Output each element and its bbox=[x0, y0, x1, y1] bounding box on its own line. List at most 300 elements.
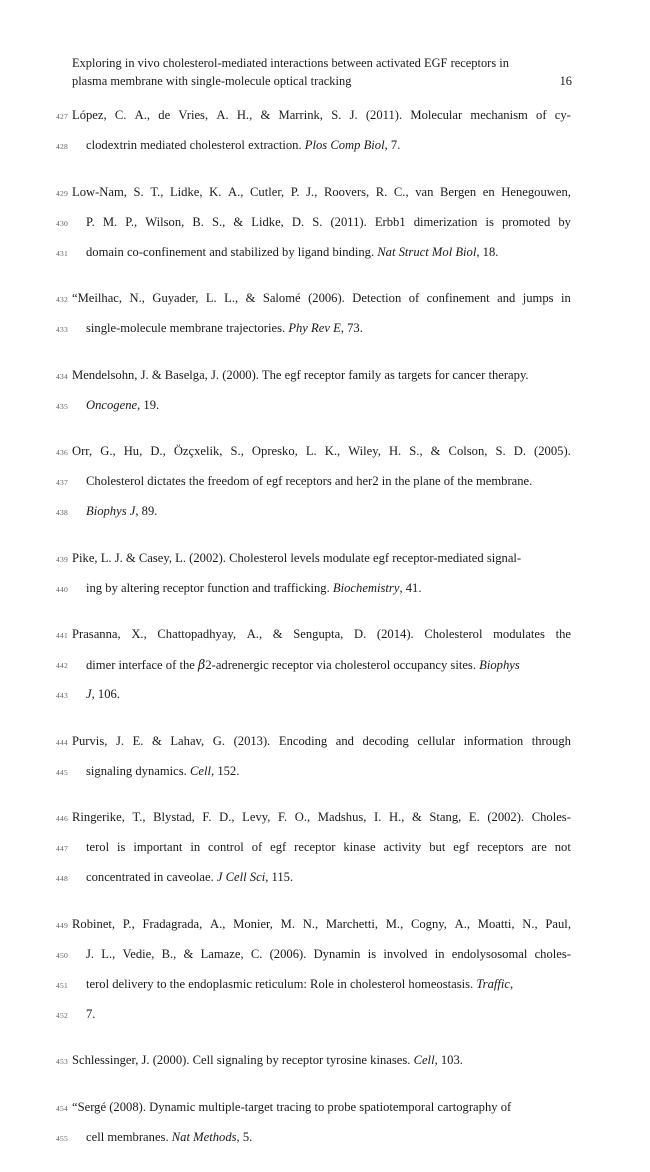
word: J. bbox=[115, 733, 124, 748]
word: A., bbox=[228, 184, 244, 199]
text-run: ing by altering receptor function and trafficking. bbox=[86, 580, 333, 595]
word: activity bbox=[383, 840, 422, 854]
word: G., bbox=[100, 444, 116, 458]
word: Wilson, bbox=[145, 214, 185, 229]
word: S., bbox=[409, 444, 423, 458]
word: E. bbox=[132, 733, 144, 748]
word: Blystad, bbox=[153, 810, 195, 824]
word: Detection bbox=[352, 291, 402, 305]
running-head-line-2: plasma membrane with single-molecule optical tracking bbox=[72, 74, 352, 88]
reference-line bbox=[0, 683, 650, 713]
word: jumps bbox=[522, 291, 554, 305]
reference-line bbox=[0, 730, 650, 760]
justified-line bbox=[86, 945, 571, 964]
word: Paul, bbox=[545, 916, 571, 931]
text-run: Biophys J bbox=[86, 504, 136, 518]
reference-line bbox=[0, 577, 650, 607]
word: P., bbox=[122, 916, 135, 931]
text-run: Mendelsohn, J. & Baselga, J. (2000). The egf receptor family as targets for cancer therapy. bbox=[72, 367, 529, 382]
word: A., bbox=[210, 916, 226, 931]
word: terol bbox=[86, 840, 110, 854]
word: Fradagrada, bbox=[142, 916, 203, 931]
reference-line-text bbox=[86, 836, 571, 857]
text-run: Nat Methods bbox=[171, 1129, 237, 1144]
text-run: , 106. bbox=[91, 687, 120, 701]
word: C. bbox=[250, 946, 263, 961]
line-number: 442 bbox=[56, 661, 68, 670]
reference-line-text bbox=[86, 577, 571, 598]
reference-entry bbox=[0, 806, 650, 896]
line-number: 436 bbox=[56, 448, 68, 457]
word: receptor bbox=[294, 840, 336, 854]
reference-line bbox=[0, 241, 650, 271]
word: “Meilhac, bbox=[72, 291, 123, 305]
word: N., bbox=[522, 916, 538, 931]
reference-line bbox=[0, 134, 650, 164]
reference-line-text bbox=[72, 547, 571, 568]
reference-line-text bbox=[72, 364, 571, 385]
word: A., bbox=[134, 108, 151, 122]
word: Erbb1 bbox=[374, 214, 406, 229]
text-run: Phy Rev E bbox=[288, 321, 341, 335]
justified-line bbox=[72, 442, 571, 461]
word: O., bbox=[294, 810, 311, 824]
text-run: concentrated in caveolae. bbox=[86, 870, 217, 884]
word: cy- bbox=[554, 108, 571, 122]
text-run: , 5. bbox=[236, 1129, 253, 1144]
text-run: , 19. bbox=[137, 397, 160, 412]
text-run: Cell bbox=[190, 763, 212, 778]
word: C. bbox=[114, 108, 127, 122]
word: choles- bbox=[534, 946, 571, 961]
word: de bbox=[158, 108, 171, 122]
word: egf bbox=[270, 840, 287, 854]
reference-entry bbox=[0, 1096, 650, 1156]
word: (2014). bbox=[376, 627, 414, 641]
word: of bbox=[251, 840, 263, 854]
word: P. bbox=[290, 184, 300, 199]
reference-line bbox=[0, 364, 650, 394]
word: mechanism bbox=[470, 108, 528, 122]
running-head-line-1: Exploring in vivo cholesterol-mediated interactions between activated EGF receptors in bbox=[72, 56, 509, 70]
word: L., bbox=[101, 946, 116, 961]
text-run: , 73. bbox=[340, 321, 363, 335]
word: is bbox=[485, 214, 494, 229]
reference-line-text bbox=[86, 943, 571, 964]
word: I. bbox=[374, 810, 382, 824]
reference-entry bbox=[0, 547, 650, 607]
word: & bbox=[412, 810, 422, 824]
reference-line-text bbox=[72, 730, 571, 751]
word: & bbox=[151, 733, 162, 748]
word: the bbox=[555, 627, 571, 641]
reference-entry bbox=[0, 287, 650, 347]
word: D. bbox=[291, 214, 305, 229]
line-number: 440 bbox=[56, 584, 68, 594]
reference-line-text bbox=[86, 973, 571, 994]
line-number: 427 bbox=[56, 112, 68, 121]
word: K., bbox=[324, 444, 341, 458]
word: H., bbox=[388, 810, 405, 824]
reference-line bbox=[0, 470, 650, 500]
word: of bbox=[536, 108, 547, 122]
word: (2011). bbox=[365, 108, 403, 122]
word: & bbox=[260, 108, 271, 122]
reference-entry bbox=[0, 181, 650, 271]
word: E. bbox=[468, 810, 480, 824]
justified-line bbox=[72, 106, 571, 125]
word: N., bbox=[302, 916, 319, 931]
running-head-row-2 bbox=[72, 72, 572, 90]
word: S., bbox=[212, 214, 226, 229]
text-run: single-molecule membrane trajectories. bbox=[86, 321, 289, 335]
word: R. bbox=[375, 184, 388, 199]
word: L. bbox=[205, 291, 217, 305]
reference-entry bbox=[0, 1049, 650, 1079]
line-number: 433 bbox=[56, 325, 68, 334]
word: Monier, bbox=[233, 916, 273, 931]
reference-line bbox=[0, 211, 650, 241]
word: and bbox=[497, 291, 516, 305]
reference-line bbox=[0, 836, 650, 866]
word: X., bbox=[131, 627, 147, 641]
line-number: 449 bbox=[56, 920, 68, 930]
word: Lamaze, bbox=[200, 946, 244, 961]
reference-line-text bbox=[86, 211, 571, 232]
reference-line bbox=[0, 181, 650, 211]
word: H., bbox=[236, 108, 253, 122]
word: en bbox=[482, 184, 495, 199]
word: A. bbox=[216, 108, 229, 122]
text-run: Nat Struct Mol Biol bbox=[377, 244, 477, 259]
justified-line bbox=[72, 808, 571, 827]
line-number: 429 bbox=[56, 188, 68, 198]
word: Purvis, bbox=[72, 733, 108, 748]
word: Ringerike, bbox=[72, 810, 125, 824]
reference-entry bbox=[0, 440, 650, 530]
line-number: 450 bbox=[56, 950, 68, 960]
text-run: clodextrin mediated cholesterol extraction. bbox=[86, 138, 305, 152]
line-number: 444 bbox=[56, 737, 68, 747]
reference-line-text bbox=[86, 653, 571, 675]
word: van bbox=[415, 184, 434, 199]
word: Dynamin bbox=[313, 946, 361, 961]
word: by bbox=[558, 214, 571, 229]
word: kinase bbox=[343, 840, 376, 854]
reference-line-text bbox=[86, 1126, 571, 1147]
line-number: 451 bbox=[56, 980, 68, 990]
word: F. bbox=[278, 810, 288, 824]
word: but bbox=[429, 840, 446, 854]
word: K. bbox=[209, 184, 222, 199]
text-run: Biochemistry bbox=[332, 580, 400, 595]
line-number: 438 bbox=[56, 508, 68, 517]
line-number: 434 bbox=[56, 371, 68, 381]
line-number: 446 bbox=[56, 814, 68, 823]
word: endolysosomal bbox=[451, 946, 528, 961]
word: promoted bbox=[501, 214, 551, 229]
line-number: 439 bbox=[56, 554, 68, 564]
reference-line-text bbox=[86, 683, 571, 704]
text-run: Pike, L. J. & Casey, L. (2002). Cholesterol levels modulate egf receptor-mediated signal- bbox=[72, 550, 522, 565]
reference-line-text bbox=[72, 623, 571, 644]
word: Cutler, bbox=[250, 184, 285, 199]
word: Hu, bbox=[123, 444, 143, 458]
text-run: signaling dynamics. bbox=[86, 763, 190, 778]
reference-line bbox=[0, 1003, 650, 1033]
word: Moatti, bbox=[477, 916, 515, 931]
text-run: J Cell Sci bbox=[216, 870, 266, 884]
running-head bbox=[72, 54, 572, 90]
word: Henegouwen, bbox=[501, 184, 571, 199]
word: not bbox=[554, 840, 571, 854]
word: A., bbox=[246, 627, 263, 641]
word: L., bbox=[224, 291, 239, 305]
reference-line-text bbox=[72, 181, 571, 202]
word: Vries, bbox=[178, 108, 209, 122]
word: of bbox=[408, 291, 420, 305]
word: M. bbox=[280, 916, 295, 931]
line-number: 435 bbox=[56, 401, 68, 411]
word: through bbox=[531, 733, 571, 748]
word: D. bbox=[353, 627, 367, 641]
line-number: 428 bbox=[56, 142, 68, 151]
line-number: 455 bbox=[56, 1133, 68, 1143]
word: Lidke, bbox=[169, 184, 203, 199]
word: important bbox=[133, 840, 183, 854]
justified-line bbox=[86, 213, 571, 232]
justified-line bbox=[72, 625, 571, 644]
word: T., bbox=[150, 184, 164, 199]
reference-entry bbox=[0, 623, 650, 713]
line-number: 452 bbox=[56, 1010, 68, 1020]
word: A., bbox=[454, 916, 471, 931]
reference-line-text bbox=[72, 440, 571, 461]
line-number: 430 bbox=[56, 218, 68, 228]
justified-line bbox=[72, 732, 571, 751]
reference-line bbox=[0, 104, 650, 134]
word: (2013). bbox=[233, 733, 271, 748]
text-run: terol delivery to the endoplasmic reticulum: Role in cholesterol homeostasis. bbox=[86, 976, 477, 991]
word: Stang, bbox=[429, 810, 462, 824]
line-number: 441 bbox=[56, 631, 68, 640]
word: Marrink, bbox=[278, 108, 323, 122]
reference-line bbox=[0, 317, 650, 347]
word: M. bbox=[102, 214, 118, 229]
word: (2006). bbox=[308, 291, 345, 305]
word: information bbox=[463, 733, 524, 748]
line-number: 448 bbox=[56, 874, 68, 883]
justified-line bbox=[72, 289, 571, 308]
word: Prasanna, bbox=[72, 627, 121, 641]
word: is bbox=[117, 840, 126, 854]
word: Sengupta, bbox=[293, 627, 344, 641]
text-run: Biophys bbox=[479, 658, 520, 672]
line-number: 447 bbox=[56, 844, 68, 853]
word: in bbox=[561, 291, 571, 305]
word: J. bbox=[349, 108, 358, 122]
word: Chattopadhyay, bbox=[157, 627, 237, 641]
line-number: 445 bbox=[56, 767, 68, 777]
reference-line bbox=[0, 1126, 650, 1156]
reference-line-text bbox=[72, 1096, 571, 1117]
word: Lidke, bbox=[251, 214, 284, 229]
word: S. bbox=[133, 184, 144, 199]
text-run: 2-adrenergic receptor via cholesterol occupancy sites. bbox=[205, 658, 480, 672]
word: dimerization bbox=[413, 214, 478, 229]
word: and bbox=[335, 733, 354, 748]
word: & bbox=[430, 444, 441, 458]
reference-line-text bbox=[72, 913, 571, 934]
word: P. bbox=[86, 214, 95, 229]
reference-line-text bbox=[72, 1049, 571, 1070]
text-run: Traffic bbox=[476, 976, 510, 991]
word: B. bbox=[192, 214, 204, 229]
reference-line-text bbox=[86, 394, 571, 415]
word: B., bbox=[161, 946, 177, 961]
text-run: Cholesterol dictates the freedom of egf receptors and her2 in the plane of the membrane. bbox=[86, 474, 533, 488]
reference-line bbox=[0, 760, 650, 790]
word: D., bbox=[219, 810, 235, 824]
reference-line bbox=[0, 623, 650, 653]
text-run: J bbox=[86, 687, 92, 701]
text-run: , 115. bbox=[265, 870, 294, 884]
word: control bbox=[208, 840, 244, 854]
word: egf bbox=[453, 840, 470, 854]
word: Robinet, bbox=[72, 916, 116, 931]
word: Roovers, bbox=[323, 184, 370, 199]
line-number: 432 bbox=[56, 295, 68, 304]
word: Levy, bbox=[242, 810, 271, 824]
word: J. bbox=[86, 946, 95, 961]
word: G. bbox=[212, 733, 226, 748]
word: D., bbox=[150, 444, 166, 458]
reference-line bbox=[0, 1049, 650, 1079]
reference-line bbox=[0, 394, 650, 424]
reference-line-text bbox=[86, 1003, 571, 1024]
reference-line-text bbox=[86, 470, 571, 491]
reference-line bbox=[0, 973, 650, 1003]
reference-line-text bbox=[86, 866, 571, 887]
word: modulates bbox=[493, 627, 545, 641]
word: Orr, bbox=[72, 444, 93, 458]
line-number: 443 bbox=[56, 691, 68, 700]
line-number: 453 bbox=[56, 1057, 68, 1066]
word: Molecular bbox=[410, 108, 463, 122]
reference-line-text bbox=[86, 317, 571, 338]
text-run: 7. bbox=[86, 1006, 96, 1021]
word: (2005). bbox=[534, 444, 571, 458]
text-run: cell membranes. bbox=[86, 1129, 172, 1144]
reference-line-text bbox=[72, 806, 571, 827]
word: Encoding bbox=[278, 733, 328, 748]
word: cellular bbox=[417, 733, 456, 748]
word: & bbox=[183, 946, 194, 961]
word: S. bbox=[495, 444, 506, 458]
word: Marchetti, bbox=[325, 916, 379, 931]
reference-line bbox=[0, 547, 650, 577]
word: Özçxelik, bbox=[173, 444, 223, 458]
word: confinement bbox=[426, 291, 490, 305]
word: (2011). bbox=[330, 214, 367, 229]
reference-line-text bbox=[86, 241, 571, 262]
reference-entry bbox=[0, 913, 650, 1033]
reference-entry bbox=[0, 104, 650, 164]
word: are bbox=[531, 840, 547, 854]
reference-line bbox=[0, 440, 650, 470]
text-run: , bbox=[510, 976, 514, 991]
reference-entry bbox=[0, 730, 650, 790]
word: T., bbox=[132, 810, 146, 824]
word: involved bbox=[383, 946, 428, 961]
word: López, bbox=[72, 108, 107, 122]
text-run: β bbox=[198, 657, 206, 672]
word: Salomé bbox=[262, 291, 301, 305]
reference-line-text bbox=[86, 134, 571, 155]
reference-line bbox=[0, 913, 650, 943]
word: C., bbox=[393, 184, 409, 199]
word: is bbox=[367, 946, 377, 961]
word: N., bbox=[129, 291, 145, 305]
reference-line bbox=[0, 500, 650, 530]
word: Guyader, bbox=[152, 291, 199, 305]
word: Bergen bbox=[440, 184, 477, 199]
word: & bbox=[233, 214, 244, 229]
word: S. bbox=[331, 108, 342, 122]
word: Cholesterol bbox=[424, 627, 483, 641]
reference-line bbox=[0, 1096, 650, 1126]
word: & bbox=[245, 291, 256, 305]
word: receptors bbox=[477, 840, 524, 854]
word: D. bbox=[513, 444, 526, 458]
text-run: , 18. bbox=[476, 244, 499, 259]
reference-line bbox=[0, 943, 650, 973]
text-run: , 7. bbox=[384, 138, 401, 152]
reference-line bbox=[0, 806, 650, 836]
word: J., bbox=[306, 184, 318, 199]
text-run: , 152. bbox=[211, 763, 240, 778]
word: & bbox=[272, 627, 283, 641]
justified-line bbox=[72, 915, 571, 934]
reference-list bbox=[0, 104, 650, 1172]
word: Wiley, bbox=[348, 444, 381, 458]
text-run: “Sergé (2008). Dynamic multiple-target tracing to probe spatiotemporal cartography of bbox=[72, 1099, 512, 1114]
word: (2006). bbox=[269, 946, 307, 961]
word: M., bbox=[385, 916, 404, 931]
justified-line bbox=[72, 183, 571, 202]
word: Vedie, bbox=[122, 946, 155, 961]
reference-line bbox=[0, 866, 650, 896]
word: L. bbox=[305, 444, 317, 458]
text-run: , 41. bbox=[399, 580, 422, 595]
text-run: Schlessinger, J. (2000). Cell signaling by receptor tyrosine kinases. bbox=[72, 1053, 414, 1067]
page-number: 16 bbox=[559, 74, 572, 88]
justified-line bbox=[86, 838, 571, 857]
word: P., bbox=[125, 214, 138, 229]
word: H. bbox=[388, 444, 402, 458]
word: Opresko, bbox=[251, 444, 298, 458]
word: S. bbox=[312, 214, 323, 229]
text-run: , 89. bbox=[135, 504, 158, 518]
text-run: dimer interface of the bbox=[86, 658, 199, 672]
word: Lahav, bbox=[170, 733, 205, 748]
reference-line-text bbox=[72, 287, 571, 308]
text-run: Oncogene bbox=[86, 397, 138, 412]
word: Choles- bbox=[531, 810, 571, 824]
reference-line bbox=[0, 653, 650, 683]
word: Colson, bbox=[448, 444, 488, 458]
reference-entry bbox=[0, 364, 650, 424]
